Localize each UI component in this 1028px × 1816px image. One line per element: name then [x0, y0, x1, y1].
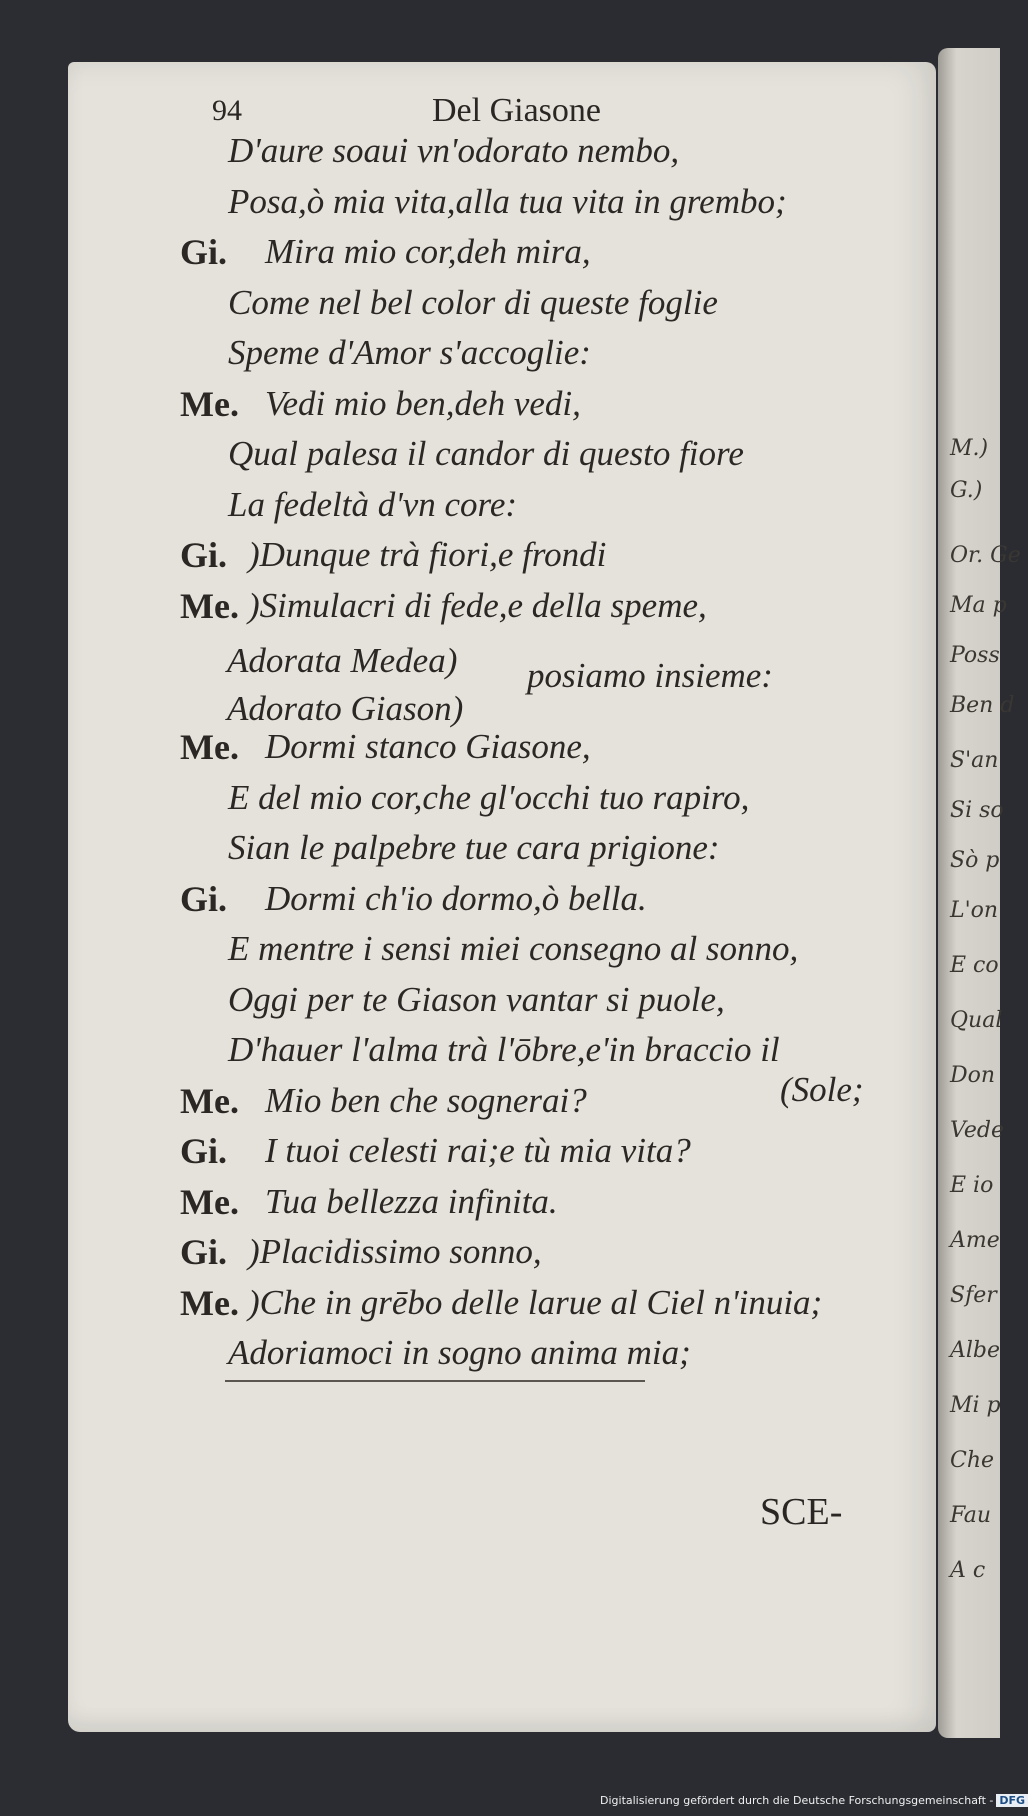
adjacent-page-fragment: Sò p	[950, 848, 1000, 873]
speaker-label: Me.	[180, 1282, 239, 1323]
brace-line: Adorato Giason)	[227, 689, 464, 728]
verse-text: Mira mio cor,deh mira,	[265, 232, 591, 271]
verse-line	[0, 1126, 900, 1176]
verse-line	[0, 1227, 900, 1277]
verse-line	[0, 126, 900, 176]
adjacent-page-fragment: Sfer	[950, 1283, 997, 1308]
verse-line	[0, 773, 900, 823]
verse-line	[0, 1025, 900, 1075]
verse-line	[0, 924, 900, 974]
verse-text: )Dunque trà fiori,e frondi	[248, 535, 607, 574]
verse-text: )Che in grēbo delle larue al Ciel n'inuia;	[248, 1282, 823, 1322]
verse-text: D'aure soaui vn'odorato nembo,	[228, 131, 680, 170]
verse-text: E mentre i sensi miei consegno al sonno,	[228, 929, 799, 968]
adjacent-page-fragment: E io	[950, 1173, 994, 1198]
adjacent-page-fragment: Ma p	[950, 593, 1007, 618]
verse-line	[0, 1177, 900, 1227]
page-number: 94	[212, 94, 242, 127]
speaker-label: Gi.	[180, 535, 228, 575]
adjacent-page-fragment: M.)	[950, 436, 989, 461]
verse-line	[0, 177, 900, 227]
adjacent-page-fragment: Albe	[950, 1338, 1001, 1363]
adjacent-page-fragment: S'an	[950, 748, 999, 773]
adjacent-page-fragment: E co	[950, 953, 999, 978]
verse-text: Qual palesa il candor di questo fiore	[228, 434, 744, 473]
verse-line	[0, 1278, 900, 1328]
verse-text: )Placidissimo sonno,	[248, 1232, 542, 1271]
verse-text: Oggi per te Giason vantar si puole,	[228, 979, 725, 1019]
verse-text: Vedi mio ben,deh vedi,	[265, 383, 581, 423]
adjacent-page-fragment: L'on	[950, 898, 999, 923]
verse-text: Tua bellezza infinita.	[265, 1181, 558, 1221]
speaker-label: Gi.	[180, 1232, 228, 1272]
dfg-logo: DFG	[996, 1794, 1028, 1807]
verse-text: )Simulacri di fede,e della speme,	[248, 585, 707, 625]
verse-text: Speme d'Amor s'accoglie:	[228, 333, 591, 372]
verse-line	[0, 975, 900, 1025]
turnover-word: (Sole;	[780, 1070, 864, 1109]
verse-line	[0, 278, 900, 328]
underline-rule	[225, 1380, 645, 1382]
verse-line	[0, 874, 900, 924]
verse-line	[0, 379, 900, 429]
adjacent-page-fragment: Fau	[950, 1503, 992, 1528]
adjacent-page-fragment: Qual	[950, 1008, 1003, 1033]
speaker-label: Me.	[180, 383, 239, 424]
speaker-label: Me.	[180, 1080, 239, 1121]
verse-line	[0, 1076, 900, 1126]
adjacent-page-fragment: Ame	[950, 1228, 1000, 1253]
verse-line	[0, 823, 900, 873]
verse-line	[0, 1328, 900, 1378]
adjacent-page-fragment: G.)	[950, 478, 983, 503]
credit-text: Digitalisierung gefördert durch die Deutsche Forschungsgemeinschaft -	[600, 1794, 994, 1807]
brace-line: Adorata Medea)	[227, 641, 458, 680]
verse-text: I tuoi celesti rai;e tù mia vita?	[265, 1131, 691, 1170]
verse-text: Dormi stanco Giasone,	[265, 727, 591, 766]
adjacent-page-fragment: Don	[950, 1063, 996, 1088]
adjacent-page-fragment: Ben d	[950, 693, 1015, 718]
verse-text: Adoriamoci in sogno anima mia;	[228, 1333, 691, 1372]
speaker-label: Gi.	[180, 232, 228, 272]
adjacent-page-fragment: Mi p	[950, 1393, 1001, 1418]
verse-text: Mio ben che sognerai?	[265, 1080, 587, 1120]
adjacent-page-fragment: Si so	[950, 798, 1004, 823]
verse-text: Sian le palpebre tue cara prigione:	[228, 828, 720, 867]
verse-text: E del mio cor,che gl'occhi tuo rapiro,	[228, 777, 750, 817]
adjacent-page-fragment: Or. Ge	[950, 543, 1021, 568]
speaker-label: Gi.	[180, 1131, 228, 1171]
verse-text: Posa,ò mia vita,alla tua vita in grembo;	[228, 181, 787, 221]
verse-text: La fedeltà d'vn core:	[228, 484, 518, 524]
adjacent-page-fragment: Poss	[950, 643, 1000, 668]
adjacent-page-edge	[938, 48, 1021, 1738]
verse-text: Dormi ch'io dormo,ò bella.	[265, 878, 647, 918]
verse-line	[0, 480, 900, 530]
speaker-label: Me.	[180, 585, 239, 626]
verse-line	[0, 581, 900, 631]
verse-line	[0, 530, 900, 580]
catchword: SCE-	[760, 1491, 843, 1533]
adjacent-page-fragment: Vede	[950, 1118, 1004, 1143]
verse-text: Come nel bel color di queste foglie	[228, 282, 718, 322]
adjacent-page-fragment: Che	[950, 1448, 995, 1473]
adjacent-page-fragment: A c	[950, 1558, 986, 1583]
verse-text: D'hauer l'alma trà l'ōbre,e'in braccio il	[228, 1030, 780, 1069]
verse-line	[0, 429, 900, 479]
digitization-credit	[600, 1794, 1028, 1807]
verse-line	[0, 328, 900, 378]
speaker-label: Me.	[180, 1181, 239, 1222]
speaker-label: Me.	[180, 727, 239, 767]
verse-line	[0, 227, 900, 277]
running-title: Del Giasone	[432, 92, 602, 129]
verse-line	[0, 722, 900, 772]
brace-shared-line: posiamo insieme:	[527, 656, 773, 695]
speaker-label: Gi.	[180, 878, 228, 919]
